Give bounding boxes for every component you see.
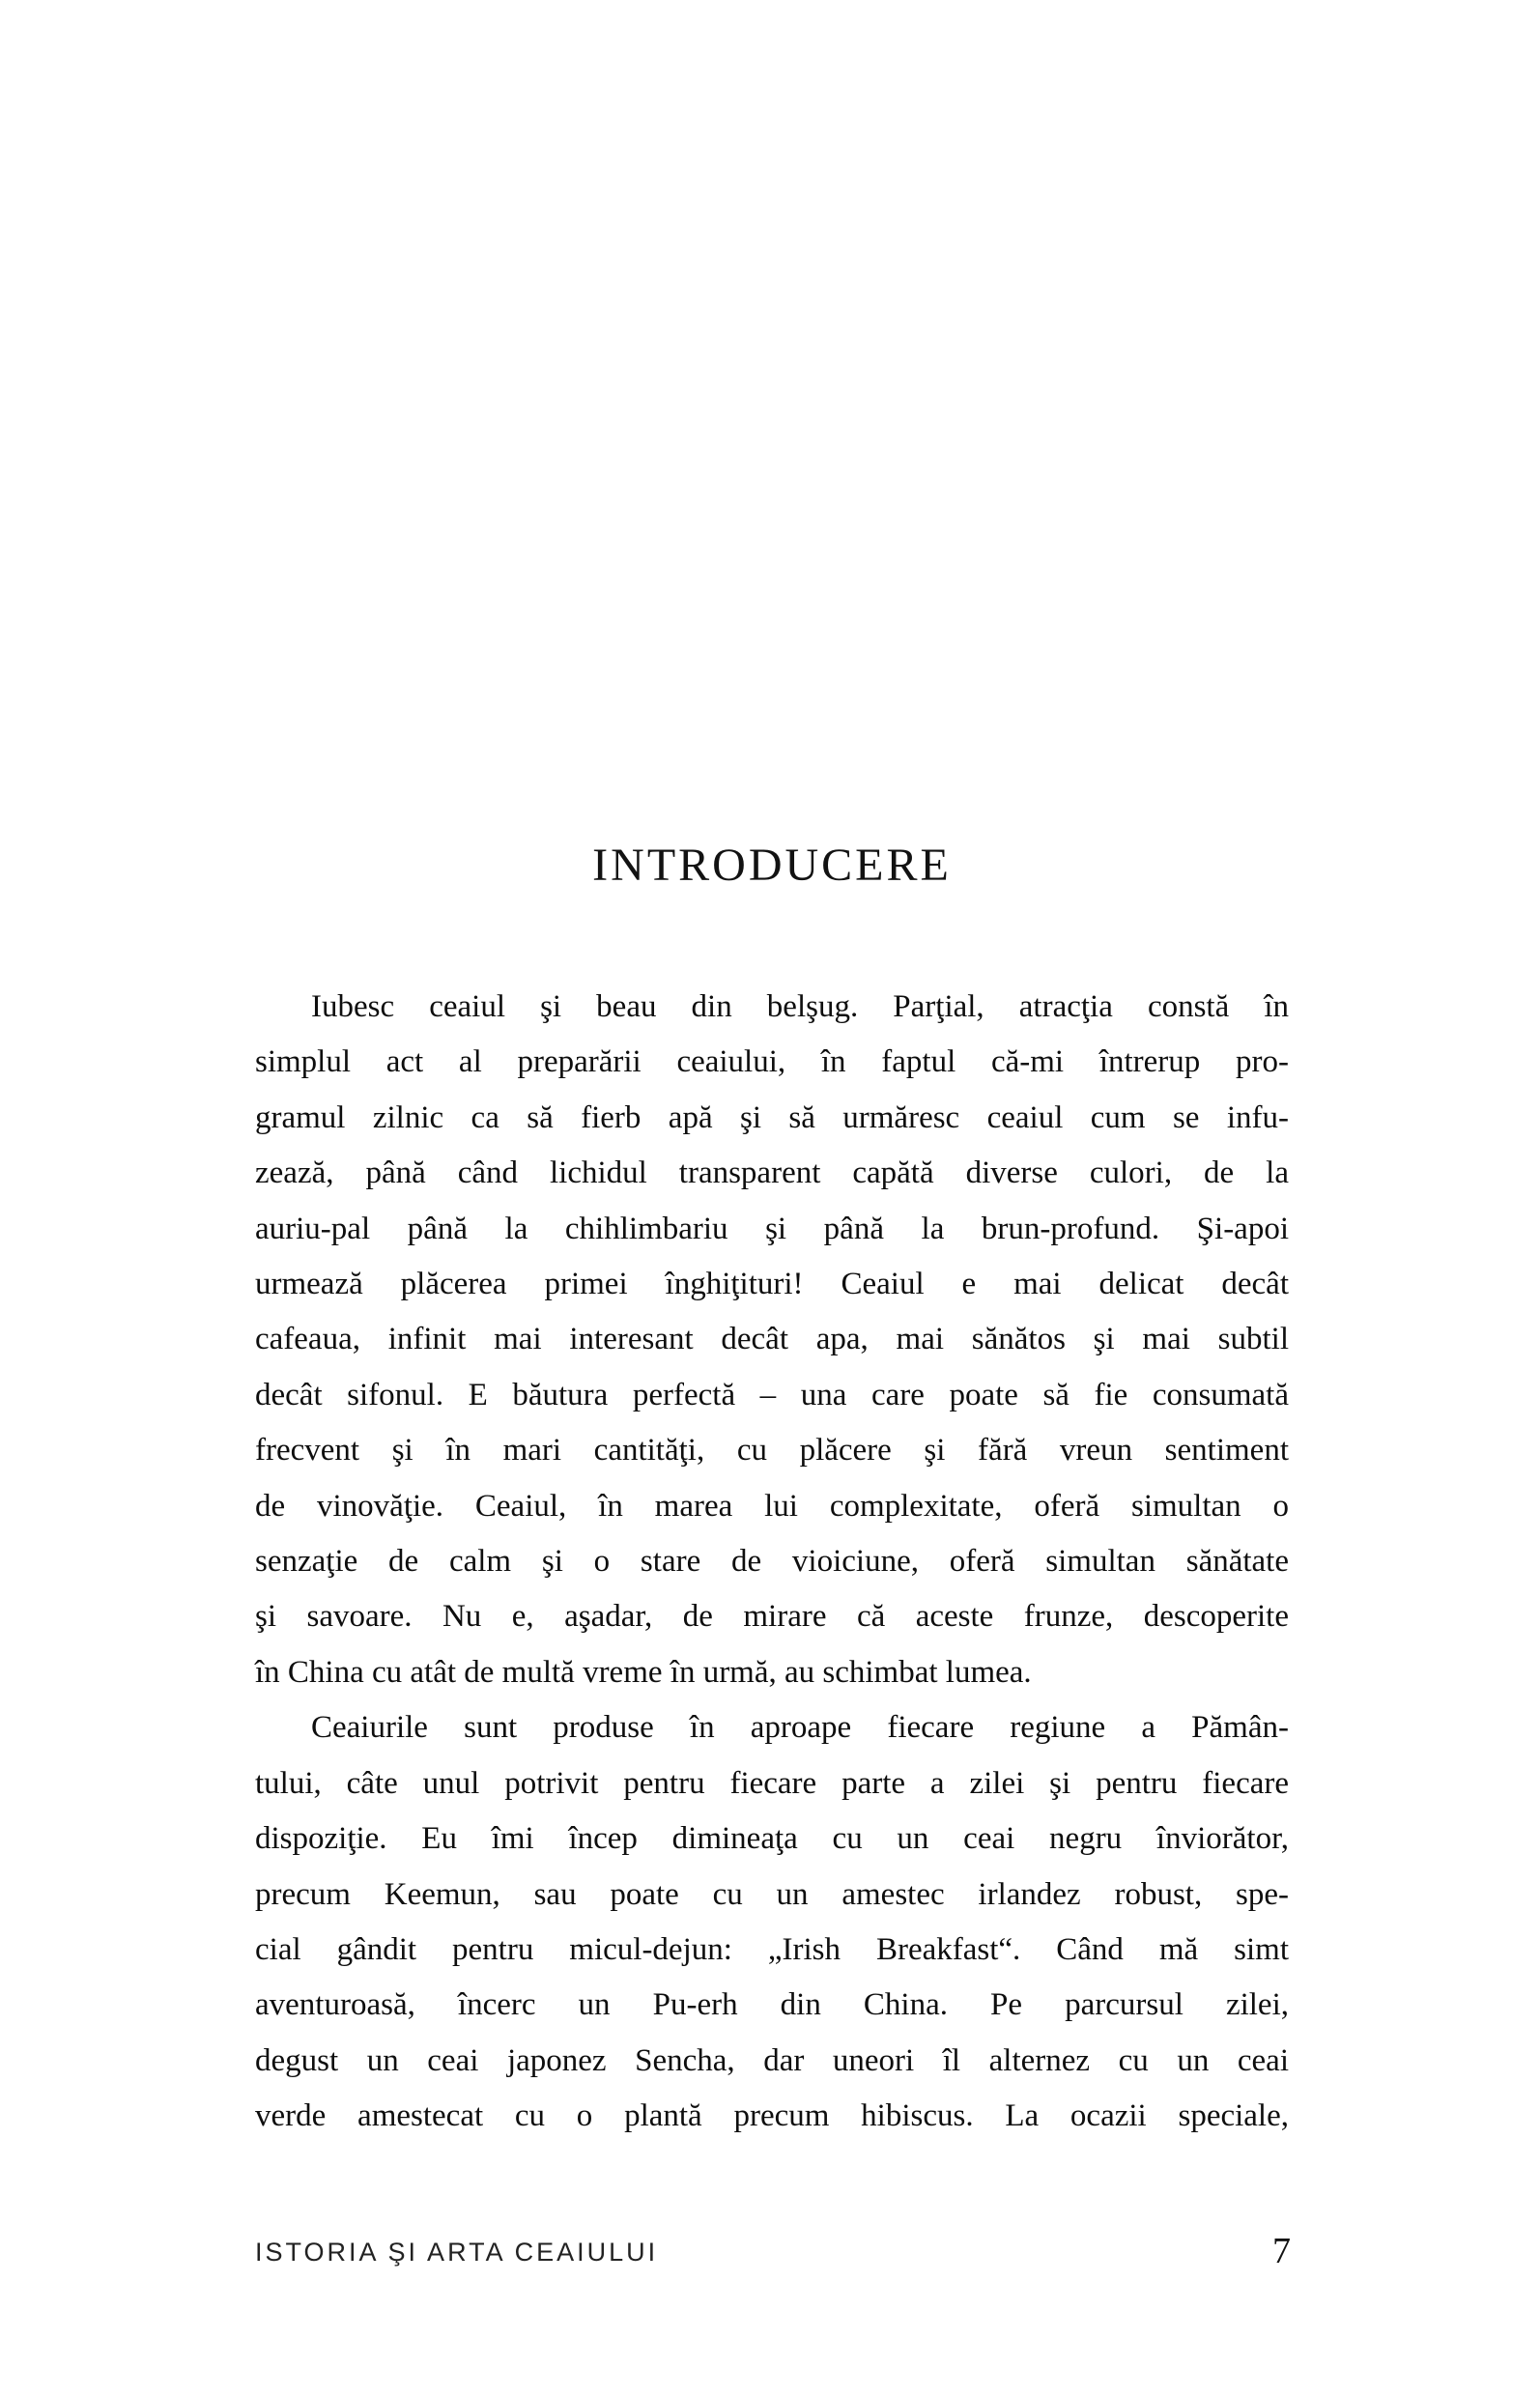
body-text [255,980,1289,2145]
page-number: 7 [1272,2231,1291,2271]
text-line: cial gândit pentru micul-dejun: „Irish Breakfast“. Când mă simt [255,1931,1289,1967]
text-line: Iubesc ceaiul şi beau din belşug. Parţial, atracţia constă în [311,989,1289,1024]
text-line: dispoziţie. Eu îmi încep dimineaţa cu un ceai negru înviorător, [255,1821,1289,1857]
text-line: şi savoare. Nu e, aşadar, de mirare că aceste frunze, descoperite [255,1599,1289,1635]
text-line: cafeaua, infinit mai interesant decât apa, mai sănătos şi mai subtil [255,1322,1289,1357]
text-line: degust un ceai japonez Sencha, dar uneori îl alternez cu un ceai [255,2042,1289,2078]
text-line: tului, câte unul potrivit pentru fiecare parte a zilei şi pentru fiecare [255,1765,1289,1801]
text-line: simplul act al preparării ceaiului, în faptul că-mi întrerup pro- [255,1044,1289,1080]
text-line: decât sifonul. E băutura perfectă – una care poate să fie consumată [255,1377,1289,1412]
text-line: în China cu atât de multă vreme în urmă, au schimbat lumea. [255,1654,1032,1690]
page-footer [255,2230,1291,2278]
text-line: zează, până când lichidul transparent capătă diverse culori, de la [255,1155,1289,1191]
text-line: aventuroasă, încerc un Pu-erh din China. Pe parcursul zilei, [255,1987,1289,2023]
text-line: Ceaiurile sunt produse în aproape fiecare regiune a Pămân- [311,1710,1289,1746]
text-line: senzaţie de calm şi o stare de vioiciune, oferă simultan sănătate [255,1544,1289,1580]
text-line: frecvent şi în mari cantităţi, cu plăcere şi fără vreun sentiment [255,1433,1289,1469]
running-footer-book-title: ISTORIA ŞI ARTA CEAIULUI [255,2238,659,2267]
text-line: precum Keemun, sau poate cu un amestec irlandez robust, spe- [255,1876,1289,1912]
text-line: verde amestecat cu o plantă precum hibiscus. La ocazii speciale, [255,2098,1289,2134]
text-line: urmează plăcerea primei înghiţituri! Ceaiul e mai delicat decât [255,1267,1289,1302]
text-line: de vinovăţie. Ceaiul, în marea lui complexitate, oferă simultan o [255,1488,1289,1524]
text-line: auriu-pal până la chihlimbariu şi până la brun-profund. Şi-apoi [255,1211,1289,1246]
chapter-title: INTRODUCERE [592,840,952,892]
text-line: gramul zilnic ca să fierb apă şi să urmăresc ceaiul cum se infu- [255,1099,1289,1135]
